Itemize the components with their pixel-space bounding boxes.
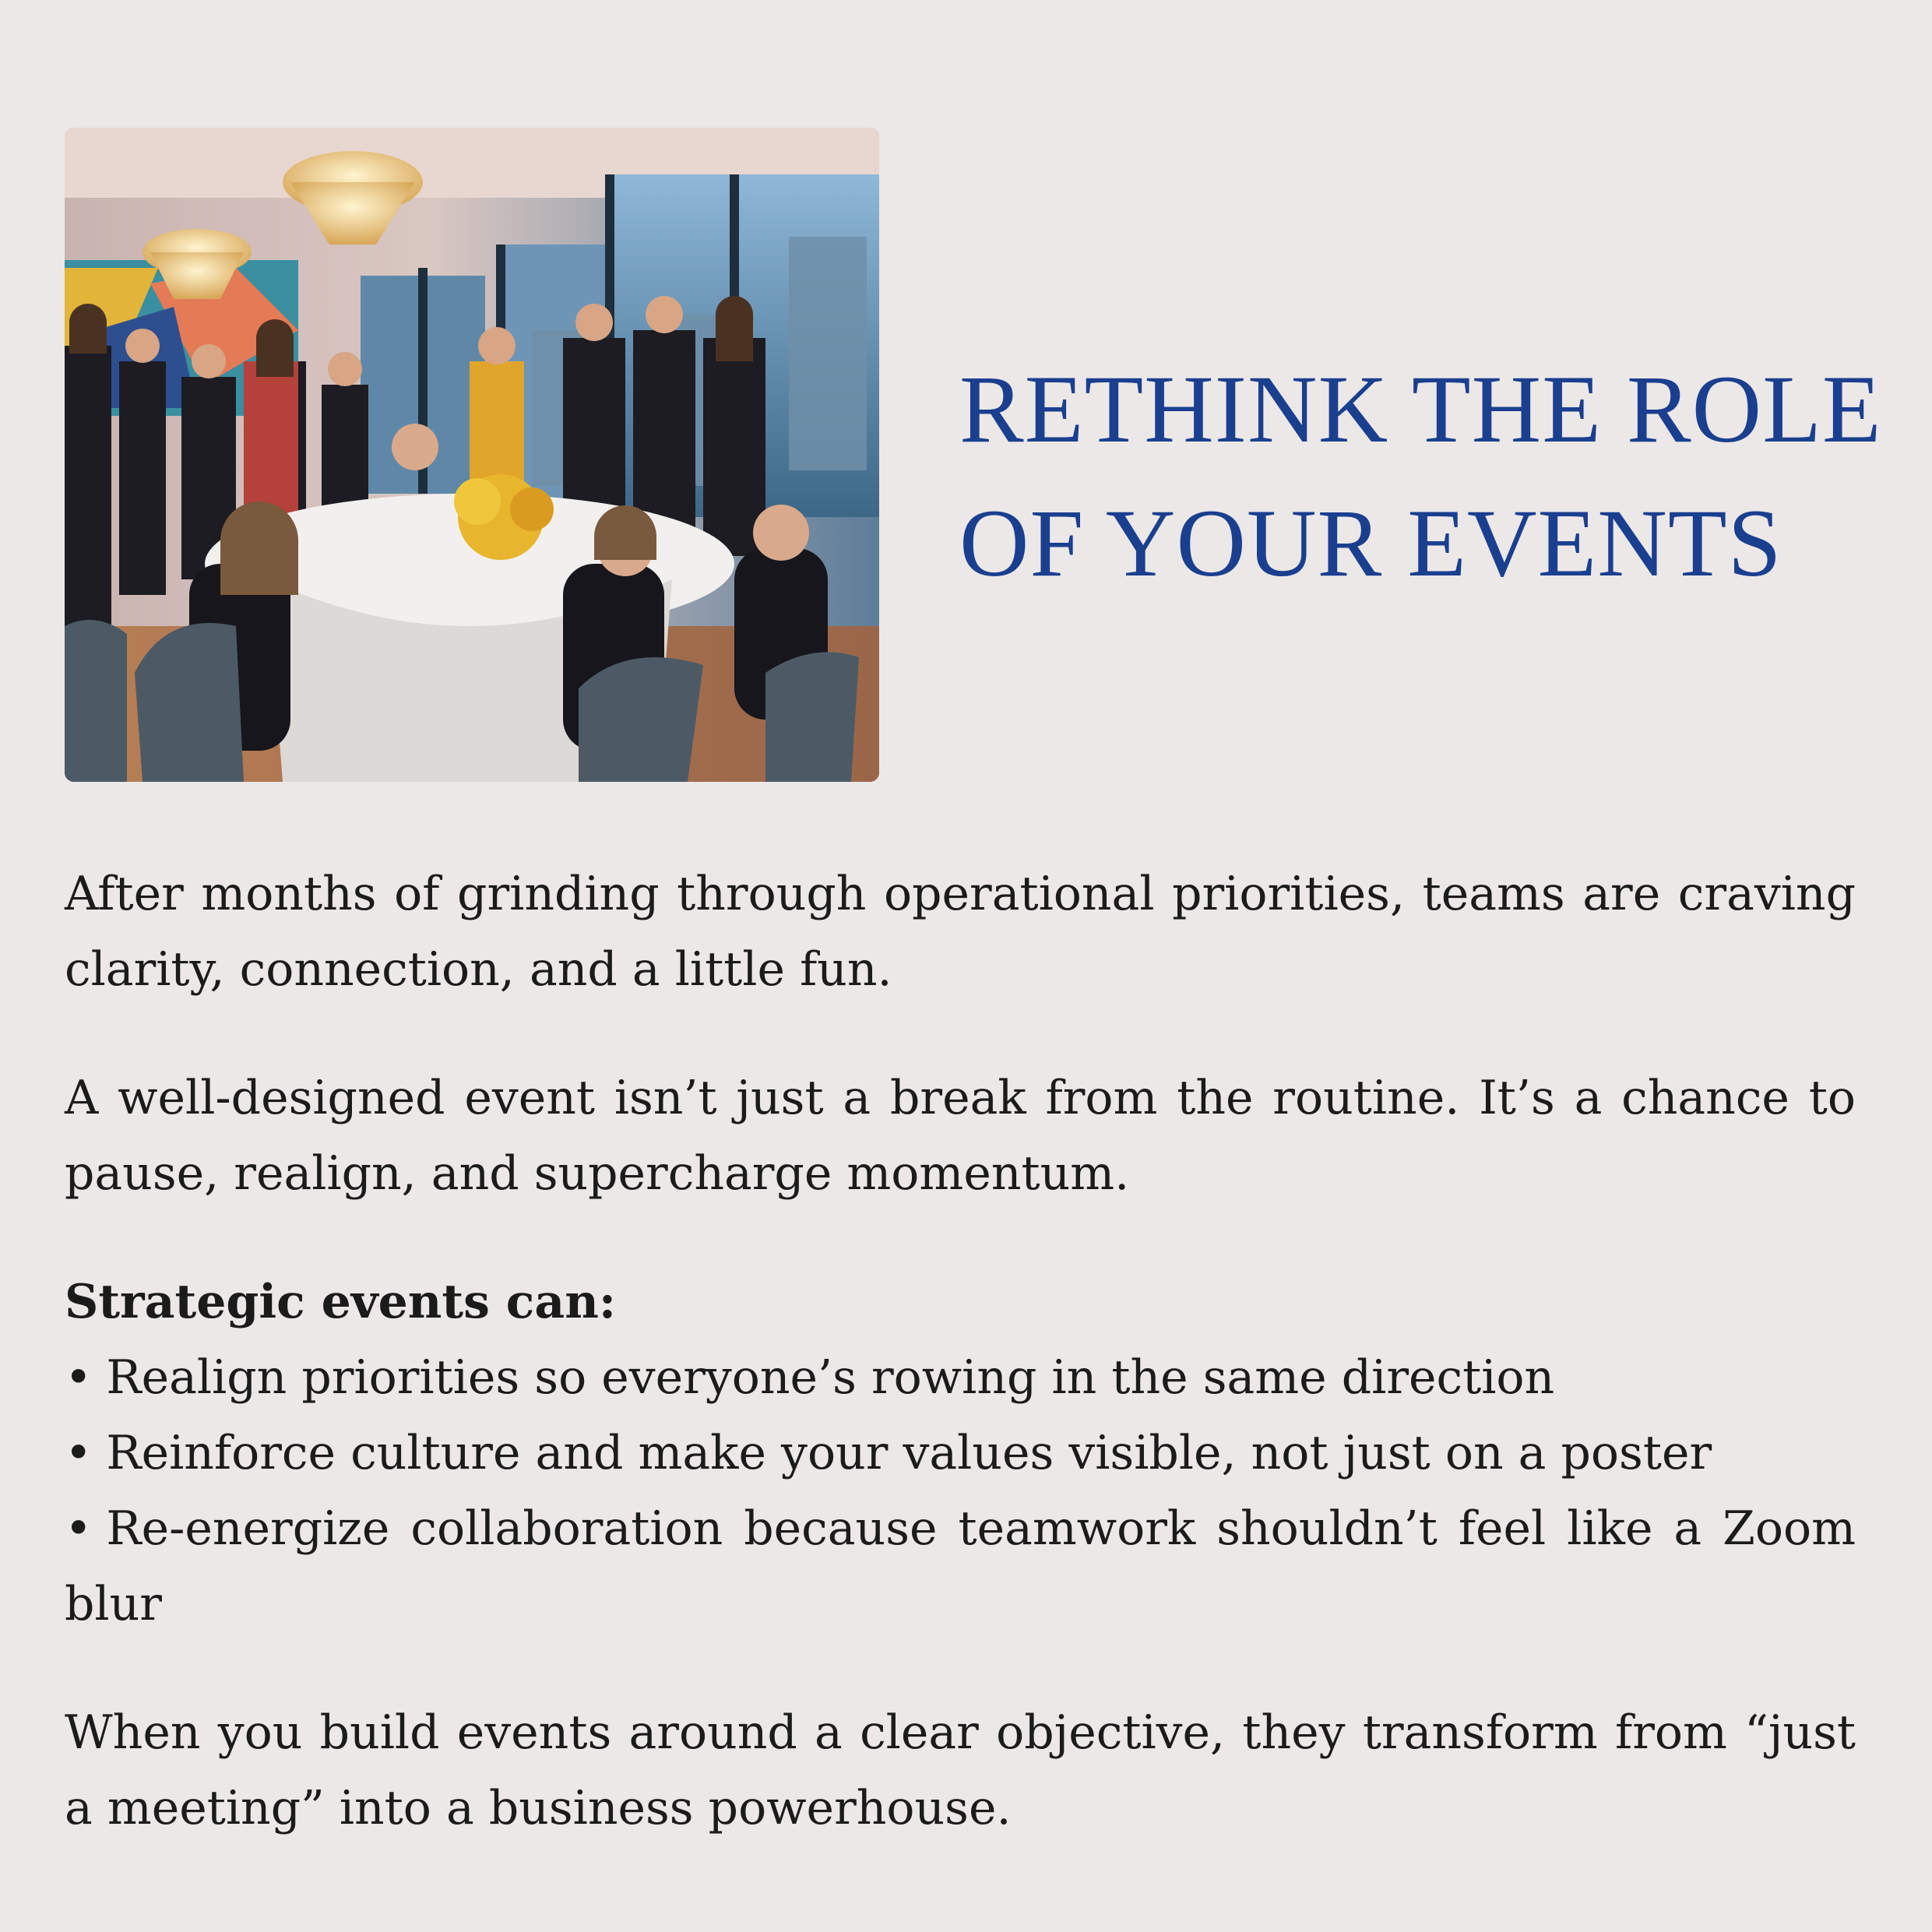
page-title xyxy=(959,343,1894,611)
list-heading: Strategic events can: xyxy=(65,1275,616,1329)
list-item xyxy=(65,1416,1856,1491)
article-body xyxy=(65,857,1856,1846)
intro-paragraph: After months of grinding through operational priorities, teams are craving clarity, connection, and a little fun. xyxy=(65,867,1856,997)
list-item-text: Reinforce culture and make your values visible, not just on a poster xyxy=(106,1426,1712,1480)
bullet-icon: • xyxy=(65,1501,93,1556)
event-photo xyxy=(65,128,879,782)
second-paragraph: A well-designed event isn’t just a break from the routine. It’s a chance to pause, realign, and supercharge momentum. xyxy=(65,1071,1856,1201)
list-item xyxy=(65,1340,1856,1416)
bullet-icon: • xyxy=(65,1426,93,1480)
bullet-icon: • xyxy=(65,1350,93,1405)
list-item-text: Realign priorities so everyone’s rowing in the same direction xyxy=(106,1350,1555,1405)
title-line-2: OF YOUR EVENTS xyxy=(959,490,1782,596)
closing-paragraph: When you build events around a clear objective, they transform from “just a meeting” into a business powerhouse. xyxy=(65,1705,1856,1835)
list-item xyxy=(65,1491,1856,1642)
title-line-1: RETHINK THE ROLE xyxy=(959,356,1882,463)
strategic-list xyxy=(65,1265,1856,1642)
event-photo-illustration xyxy=(65,128,879,782)
list-item-text: Re-energize collaboration because teamwork shouldn’t feel like a Zoom blur xyxy=(65,1501,1856,1631)
